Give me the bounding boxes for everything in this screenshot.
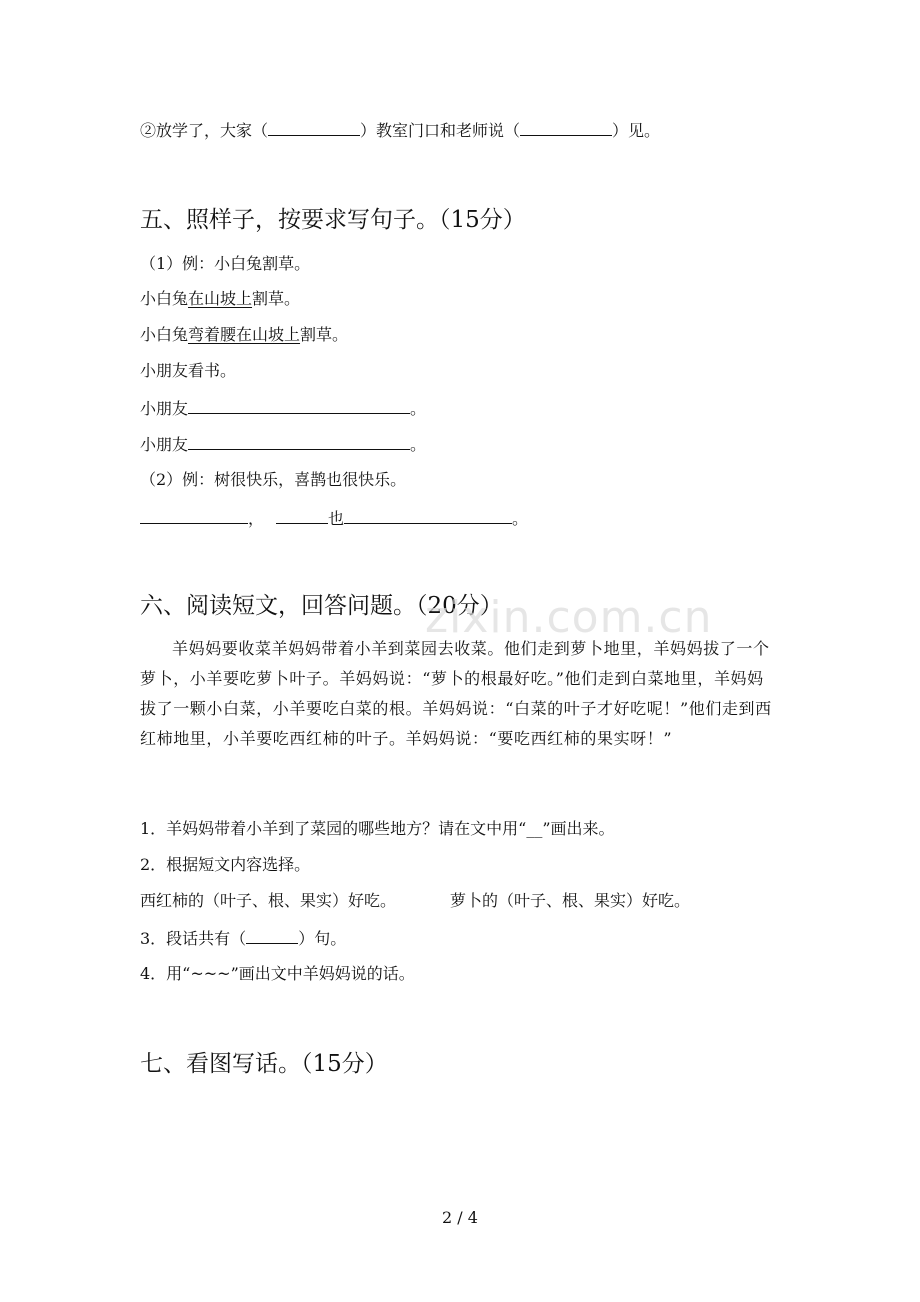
q4-item2-suffix: ）见。 xyxy=(612,121,661,140)
text: 。 xyxy=(410,399,427,418)
passage-text: 羊妈妈要收菜羊妈妈带着小羊到菜园去收菜。他们走到萝卜地里，羊妈妈拔了一个萝卜，小羊要吃萝卜叶子。羊妈妈说：“萝卜的根最好吃。”他们走到白菜地里，羊妈妈拔了一颗小白菜，小羊要吃白菜的根。羊妈妈说：“白菜的叶子才好吃呢！”他们走到西红柿地里，小羊要吃西红柿的叶子。羊妈妈说：“要吃西红柿的果实呀！” xyxy=(140,639,772,748)
text: 。 xyxy=(512,509,529,528)
underlined-phrase: 在山坡上 xyxy=(188,289,253,308)
section6-q3 xyxy=(140,928,346,949)
text: 小白兔 xyxy=(140,289,189,308)
option-radish[interactable]: 萝卜的（叶子、根、果实）好吃。 xyxy=(450,891,691,910)
answer-blank[interactable] xyxy=(140,508,248,524)
section7-title: 七、看图写话。（15分） xyxy=(140,1051,388,1077)
option-tomato[interactable]: 西红柿的（叶子、根、果实）好吃。 xyxy=(140,891,397,910)
answer-blank[interactable] xyxy=(188,398,410,414)
answer-blank[interactable] xyxy=(344,508,512,524)
section5-fill-2 xyxy=(140,434,426,455)
text: 也 xyxy=(328,509,345,528)
reading-passage xyxy=(140,634,776,754)
text: 割草。 xyxy=(252,289,301,308)
text: 小白兔 xyxy=(140,325,189,344)
underlined-phrase: 弯着腰在山坡上 xyxy=(188,325,301,344)
text: 3．段话共有（ xyxy=(140,929,247,948)
section6-title: 六、阅读短文，回答问题。（20分） xyxy=(140,593,503,619)
page-number: 2 / 4 xyxy=(442,1208,478,1227)
text: 小朋友 xyxy=(140,435,189,454)
q4-item2-middle: ）教室门口和老师说（ xyxy=(360,121,521,140)
section5-ex2-fill xyxy=(140,508,528,529)
blank-2[interactable] xyxy=(520,120,612,136)
answer-blank[interactable] xyxy=(276,508,328,524)
text: 小朋友 xyxy=(140,399,189,418)
q4-item-2 xyxy=(140,120,660,141)
section6-q1: 1．羊妈妈带着小羊到了菜园的哪些地方？请在文中用“__”画出来。 xyxy=(140,819,615,838)
answer-blank[interactable] xyxy=(246,928,298,944)
section5-fill-1 xyxy=(140,398,426,419)
section5-ex1-label: （1）例：小白兔割草。 xyxy=(140,254,311,273)
section6-q2: 2．根据短文内容选择。 xyxy=(140,855,311,874)
section6-q4: 4．用“~~~”画出文中羊妈妈说的话。 xyxy=(140,964,415,983)
text: ）句。 xyxy=(298,929,347,948)
blank-1[interactable] xyxy=(268,120,360,136)
section6-q2-options xyxy=(140,891,690,911)
text: 。 xyxy=(410,435,427,454)
section5-ex1-sentence2 xyxy=(140,289,300,309)
section5-ex2-label: （2）例：树很快乐，喜鹊也很快乐。 xyxy=(140,470,407,489)
section5-ex1-sentence3 xyxy=(140,325,348,345)
q4-item2-prefix: ②放学了，大家（ xyxy=(140,121,269,140)
watermark: zixin.com.cn xyxy=(425,592,713,643)
answer-blank[interactable] xyxy=(188,434,410,450)
text: 割草。 xyxy=(300,325,349,344)
section5-task: 小朋友看书。 xyxy=(140,361,237,380)
text: ， xyxy=(248,509,265,528)
section5-title: 五、照样子，按要求写句子。（15分） xyxy=(140,207,526,233)
